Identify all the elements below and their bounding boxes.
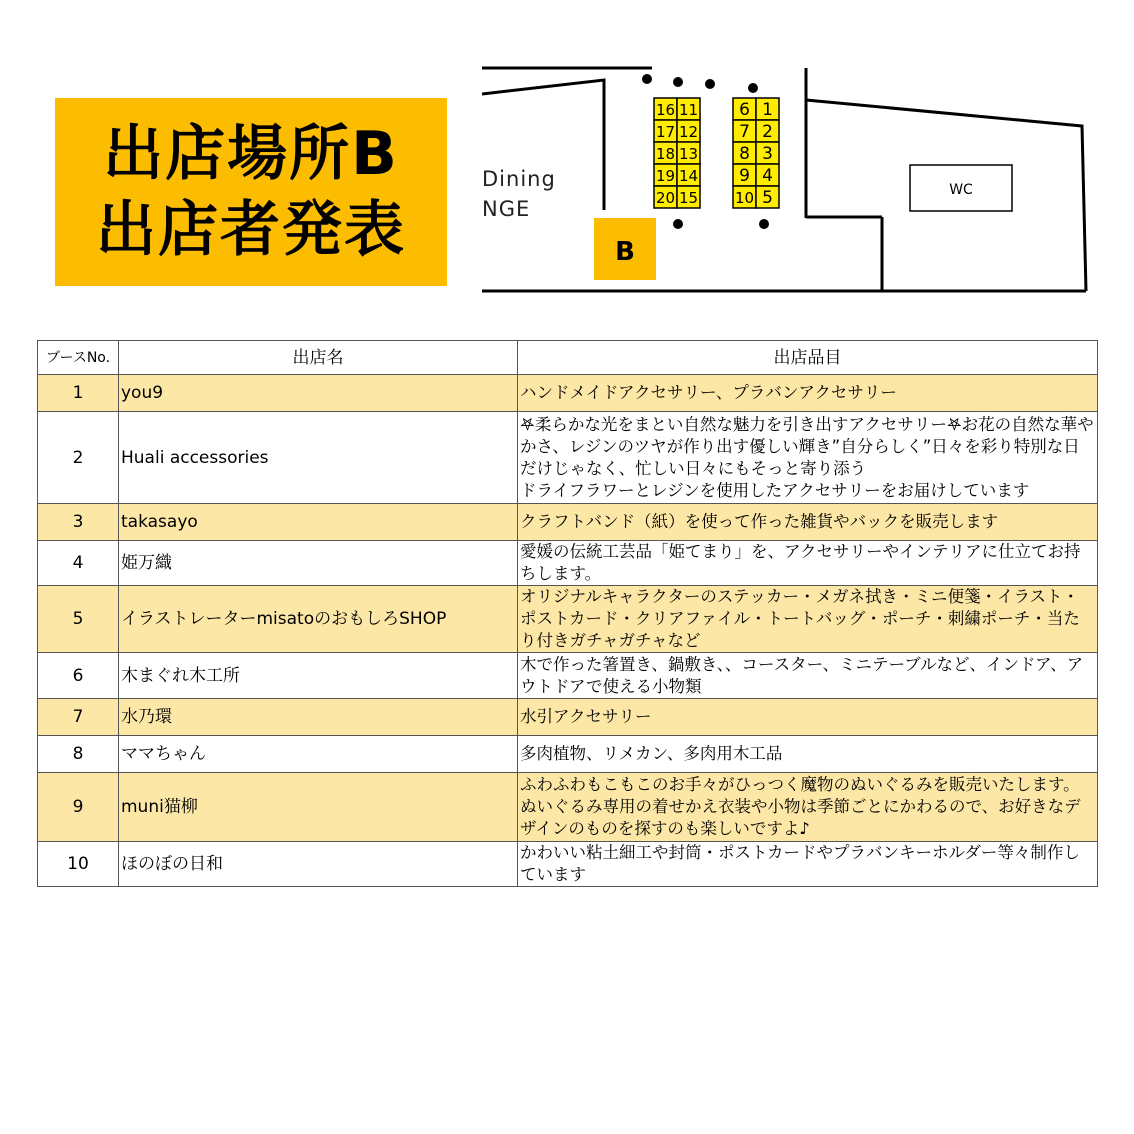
- booth-number: 15: [678, 189, 699, 207]
- table-row: [38, 586, 1098, 653]
- shop-name-cell: ママちゃん: [119, 736, 518, 773]
- table-row: [38, 412, 1098, 504]
- booth-number: 4: [762, 166, 773, 186]
- booth-number: 8: [739, 144, 750, 164]
- booth-no-cell: 5: [38, 586, 119, 653]
- table-row: [38, 653, 1098, 699]
- shop-name-cell: 木まぐれ木工所: [119, 653, 518, 699]
- title-banner: [55, 98, 447, 286]
- area-b-label: B: [615, 237, 635, 267]
- booth-no-cell: 8: [38, 736, 119, 773]
- header-shop-name: 出店名: [119, 341, 518, 375]
- shop-name-cell: 姫万織: [119, 541, 518, 586]
- booth-number: 19: [655, 167, 676, 185]
- booth-number: 20: [655, 189, 676, 207]
- items-cell: ハンドメイドアクセサリー、プラバンアクセサリー: [518, 375, 1098, 412]
- title-line-2: 出店者発表: [96, 195, 406, 265]
- dining-label: Dining: [482, 167, 556, 191]
- booth-group-right: [733, 98, 779, 208]
- lounge-label: NGE: [482, 197, 531, 221]
- table-row: [38, 541, 1098, 586]
- shop-name-cell: イラストレーターmisatoのおもしろSHOP: [119, 586, 518, 653]
- booth-no-cell: 3: [38, 504, 119, 541]
- booth-no-cell: 6: [38, 653, 119, 699]
- table-row: [38, 773, 1098, 842]
- venue-map: [482, 62, 1088, 298]
- booth-no-cell: 9: [38, 773, 119, 842]
- title-line-1: 出店場所B: [103, 119, 399, 189]
- items-cell: 多肉植物、リメカン、多肉用木工品: [518, 736, 1098, 773]
- booth-group-left: [654, 98, 700, 208]
- booth-number: 2: [762, 122, 773, 142]
- items-cell: オリジナルキャラクターのステッカー・メガネ拭き・ミニ便箋・イラスト・ポストカード・クリアファイル・トートバッグ・ポーチ・刺繍ポーチ・当たり付きガチャガチャなど: [518, 586, 1098, 653]
- booth-no-cell: 7: [38, 699, 119, 736]
- booth-number: 5: [762, 188, 773, 208]
- items-cell: 𖤐柔らかな光をまとい自然な魅力を引き出すアクセサリー𖤐お花の自然な華やかさ、レジンのツヤが作り出す優しい輝き”自分らしく”日々を彩り特別な日だけじゃなく、忙しい日々にもそっと寄り添う ドライフラワーとレジンを使用したアクセサリーをお届けしています: [518, 412, 1098, 504]
- table-row: [38, 736, 1098, 773]
- booth-number: 12: [678, 123, 699, 141]
- shop-name-cell: Huali accessories: [119, 412, 518, 504]
- table-row: [38, 699, 1098, 736]
- shop-name-cell: 水乃環: [119, 699, 518, 736]
- booth-number: 16: [655, 101, 676, 119]
- booth-number: 9: [739, 166, 750, 186]
- booth-number: 1: [762, 100, 773, 120]
- table-header-row: [38, 341, 1098, 375]
- booth-no-cell: 4: [38, 541, 119, 586]
- header-items: 出店品目: [518, 341, 1098, 375]
- table-row: [38, 842, 1098, 887]
- items-cell: かわいい粘土細工や封筒・ポストカードやプラバンキーホルダー等々制作しています: [518, 842, 1098, 887]
- items-cell: 水引アクセサリー: [518, 699, 1098, 736]
- booth-number: 13: [678, 145, 699, 163]
- items-cell: クラフトバンド（紙）を使って作った雑貨やバックを販売します: [518, 504, 1098, 541]
- booth-number: 18: [655, 145, 676, 163]
- shop-name-cell: ほのぼの日和: [119, 842, 518, 887]
- booth-number: 17: [655, 123, 676, 141]
- items-cell: 愛媛の伝統工芸品「姫てまり」を、アクセサリーやインテリアに仕立てお持ちします。: [518, 541, 1098, 586]
- items-cell: 木で作った箸置き、鍋敷き、、コースター、ミニテーブルなど、インドア、アウトドアで使える小物類: [518, 653, 1098, 699]
- booth-no-cell: 10: [38, 842, 119, 887]
- booth-number: 3: [762, 144, 773, 164]
- booth-number: 11: [678, 101, 699, 119]
- exhibitor-table: [37, 340, 1098, 887]
- items-cell: ふわふわもこもこのお手々がひっつく魔物のぬいぐるみを販売いたします。ぬいぐるみ専用の着せかえ衣装や小物は季節ごとにかわるので、お好きなデザインのものを探すのも楽しいですよ♪: [518, 773, 1098, 842]
- shop-name-cell: you9: [119, 375, 518, 412]
- booth-no-cell: 2: [38, 412, 119, 504]
- shop-name-cell: muni猫柳: [119, 773, 518, 842]
- wc-label: WC: [949, 182, 973, 198]
- table-row: [38, 375, 1098, 412]
- booth-number: 7: [739, 122, 750, 142]
- booth-number: 6: [739, 100, 750, 120]
- table-row: [38, 504, 1098, 541]
- booth-number: 10: [734, 189, 755, 207]
- header-booth-no: ブースNo.: [38, 341, 119, 375]
- shop-name-cell: takasayo: [119, 504, 518, 541]
- booth-number: 14: [678, 167, 699, 185]
- booth-no-cell: 1: [38, 375, 119, 412]
